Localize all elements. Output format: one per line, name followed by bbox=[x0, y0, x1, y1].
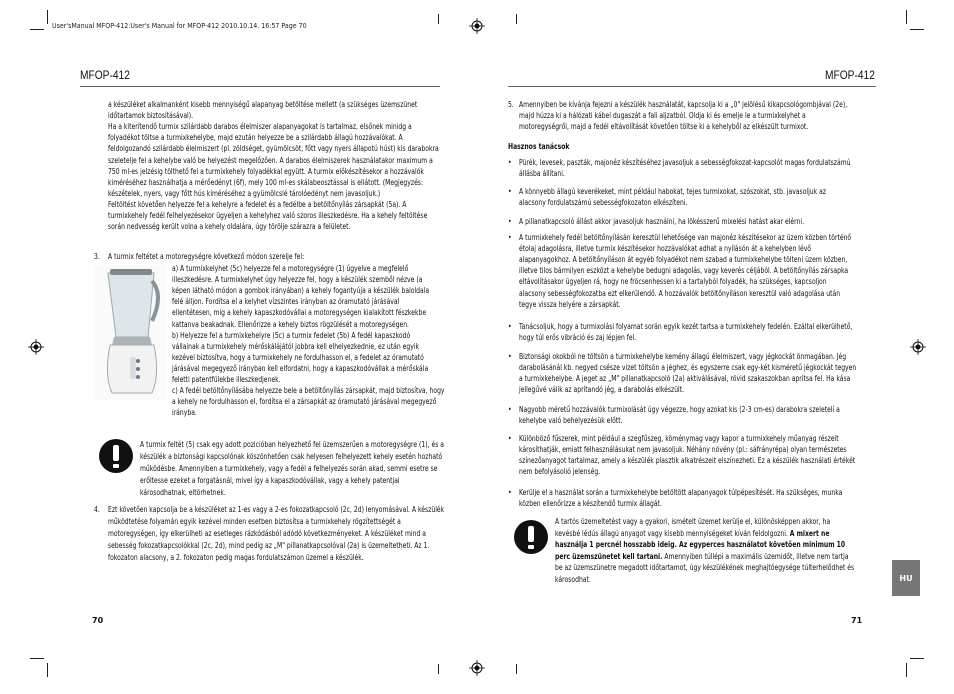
crop-mark bbox=[910, 658, 924, 659]
tips-heading: Hasznos tanácsok bbox=[508, 142, 570, 151]
tip-line: Nagyobb méretű hozzávalók turmixolását úgy végezze, hogy azokat kis (2-3 cm-es) darabokra szeletelí a bbox=[519, 405, 840, 414]
paragraph-line: a készüléket alkalmanként kisebb mennyiségű alapanyag betöltése mellett (a szükséges üzemszünet bbox=[108, 100, 418, 109]
item3-heading: A turmix feltétet a motoregységre következő módon szerelje fel: bbox=[108, 252, 305, 261]
paragraph-line: motoregységen, így elkerülheti az esetleges rázkódásból adódó következményeket. A készüléket mind a bbox=[108, 529, 426, 538]
bullet-icon: • bbox=[508, 217, 512, 226]
warning-line: működésbe. Amennyiben a turmixkehely, vagy a fedél a felhelyezés során akad, semmi esetre se bbox=[140, 464, 438, 473]
paragraph-line: feldolgozandó szilárdabb élelmiszert (pl. zöldséget, gyümölcsöt, főtt vagy nyers állapotú húst) kis darabokra bbox=[108, 144, 439, 154]
paragraph-line: Ha a kiterítendő turmix szilárdabb darabos élelmiszer alapanyagokat is tartalmaz, elsőnek minidg a bbox=[108, 122, 412, 132]
paragraph-line: működtetése folyamán egyik kezével minden esetben biztosítsa a turmixkehely rögzítettségét a bbox=[108, 517, 401, 526]
exclamation-warning-icon bbox=[514, 520, 548, 554]
right-page-title: MFOP-412 bbox=[825, 68, 875, 82]
step-line: kezével biztosítva, hogy a turmixkehely ne fordulhasson el, a fedelet az óramutató bbox=[172, 352, 424, 362]
tip-line: nem befolyásolió jelenség. bbox=[519, 467, 601, 477]
paragraph-line: készételek, nyers, vagy főtt hús kiméréséhez a gyümölcslé tárolóedényt nem javasoljuk.) bbox=[108, 188, 381, 198]
step-line: járásával megegyező irányban kell elfordatni, hogy a kapaszkodóvállak a mérőskála bbox=[172, 363, 429, 373]
tip-line: alapanyagokhoz. A betöltőnyíláson át egyéb folyadékot nem szabad a turmixkehelybe tölteni üzem közben, bbox=[519, 255, 848, 265]
crop-mark bbox=[30, 29, 44, 30]
bullet-icon: • bbox=[508, 352, 512, 361]
crosshair-registration-icon bbox=[469, 18, 485, 34]
tip-line: A pillanatkapcsoló állást akkor javasoljuk használni, ha lökésszerű mixelési hatást akar elérni. bbox=[519, 217, 804, 226]
tip-line: eltávolításakor ügyeljen rá, hogy ne fröcsenhessen ki a tartalyból folyadék, ha szükséges, kapcsoljon bbox=[519, 277, 827, 287]
exclamation-warning-icon bbox=[99, 439, 133, 473]
item5-number: 5. bbox=[508, 100, 514, 109]
step-line: kattanva beakadnak. Ellenőrizze a kehely biztos rögzülését a motoregységen. bbox=[172, 319, 409, 329]
tip-line: A könnyebb állagú keverékeket, mint például habokat, tejes turmixokat, szószokat, stb. javasoljuk az bbox=[519, 187, 827, 196]
paragraph-line: kiméréséhez használhatja a mérőedényt (6f), mely 100 ml-es skálabeosztással is ellátott. (Megjegyzés: bbox=[108, 177, 424, 187]
warning-bold-text: használja 1 percnél hosszabb ideig. Az egyperces használatot követően minimum 10 bbox=[555, 540, 846, 549]
left-page-number: 70 bbox=[92, 616, 104, 625]
bullet-icon: • bbox=[508, 158, 512, 167]
paragraph-line: fokozaton alacsony, a 2. fokozaton pedig magas fordulatszámon üzemel a készülék. bbox=[108, 553, 364, 562]
warning-line: károsodhatnak, eltörhetnek. bbox=[140, 488, 226, 497]
warning-text: kevésbé lédús állagú anyagot vagy kisebb mennyiségeket kíván feldolgozni. bbox=[555, 528, 790, 538]
bullet-icon: • bbox=[508, 405, 512, 414]
tip-line: Pürék, levesek, paszták, majonéz készítéséhez javasoljuk a sebességfokozat-kapcsolót magas fordulatszámú bbox=[519, 158, 851, 167]
step-line: b) Helyezze fel a turmixkehelyre (5c) a turmix fedelet (5b) A fedél kapaszkodó bbox=[172, 330, 411, 340]
tip-line: alacsony sebességfokozatba ezt elkerülendő. A hozzávalók betöltőnyíláson keresztül való adagolása után bbox=[519, 288, 841, 298]
tip-line: a turmixkehelybe. A jeget az „M" pillanatkapcsoló (2a) aktiválásával, rövid szakaszokban aprítsa fel. Ha kása bbox=[519, 374, 851, 384]
paragraph-line: sebesség fokozatkapcsolókkal (2c, 2d), mind pedig az „M" pillanatkapcsolóval (2a) is üzemeltetheti. Az 1. bbox=[108, 541, 430, 550]
crop-mark bbox=[906, 10, 907, 24]
paragraph-line: során nedvesség került volna a kehely oldalára, úgy törölje szárazra a felületet. bbox=[108, 222, 351, 232]
paragraph-line: Amennyiben be kívánja fejezni a készülék használatát, kapcsolja ki a „0" jelölésű kikapcsológombjával (2e), bbox=[519, 100, 848, 109]
left-title-rule bbox=[80, 86, 440, 87]
tip-line: illetve tilos bármilyen eszközt a kehelybe bedugni adagolás, vagy keverés céljából. A betöltőnyílás zársapka bbox=[519, 266, 849, 276]
print-header: User'sManual MFOP-412:User's Manual for MFOP-412 2010.10.14. 16:57 Page 70 bbox=[52, 22, 307, 30]
right-page-number: 71 bbox=[851, 616, 863, 625]
warning-line: erőltesse ezeket a forgatásnál, mivel így a kapaszkodóvállak, vagy a kehely patentjai bbox=[140, 476, 400, 485]
tip-line: jellegűvé válik az aprítandó jég, a darabolás elkészült. bbox=[519, 385, 685, 395]
item3-number: 3. bbox=[94, 252, 100, 261]
bullet-icon: • bbox=[508, 187, 512, 196]
tip-line: hogy túl erős vibráció és zaj lépjen fel. bbox=[519, 333, 637, 343]
blender-photo bbox=[94, 265, 166, 400]
crop-mark bbox=[438, 664, 439, 674]
language-tab: HU bbox=[892, 560, 920, 596]
crop-mark bbox=[516, 664, 517, 674]
paragraph-line: turmixkehely fedél felhelyezésekor ügyeljen a kehelyhez való szoros illeszkedésre. Ha a kehely feltöltése bbox=[108, 211, 428, 220]
crop-mark bbox=[47, 10, 48, 24]
item4-number: 4. bbox=[94, 505, 100, 514]
tip-line: színezőanyagot tartalmaz, amely a készülék plasztik alkatrészeit elszínezheti. Ez a készülék használati értékét bbox=[519, 456, 856, 466]
tip-line: károsíthatják, emiatt felhasználásukat nem javasoljuk. Néhány növény (pl.: sáfrányrépa) olyan természetes bbox=[519, 445, 847, 455]
bullet-icon: • bbox=[508, 488, 512, 497]
step-line: képen látható módon a gombok irányában) a kehely fogantyúja a készülék baloldala bbox=[172, 286, 430, 296]
paragraph-line: Ezt követően kapcsolja be a készüléket az 1-es vagy a 2-es fokozatkapcsoló (2c, 2d) lenyomásával. A készülék bbox=[108, 505, 445, 514]
warning-line bbox=[555, 551, 849, 562]
left-page-title: MFOP-412 bbox=[80, 68, 130, 82]
paragraph-line: Feltöltést követően helyezze fel a kehelyre a fedelet és a fedélbe a betöltőnyílás zársapkát (5a). A bbox=[108, 199, 407, 209]
warning-line bbox=[555, 562, 854, 573]
bullet-icon: • bbox=[508, 233, 512, 242]
paragraph-line: időtartamok biztosításával). bbox=[108, 111, 194, 121]
warning-bold-text: A mixert ne bbox=[789, 528, 830, 538]
step-line: c) A fedél betöltőnyílásába helyezze bele a betöltőnyílás zársapkát, majd biztosítva, hogy bbox=[172, 386, 445, 396]
step-line: felé álljon. Fordítsa el a kelyhet vízszintes irányban az óramutató járásával bbox=[172, 297, 400, 307]
paragraph-line: motoregységről, majd a fedél eltávolítását követően töltse ki a kehelyből az elkészült turmixot. bbox=[519, 122, 809, 132]
tip-line: tegye vissza helyére a zársapkát. bbox=[519, 299, 621, 309]
tip-line: Tanácsoljuk, hogy a turmixolási folyamat során egyik kezét tartsa a turmixkehely fedelén. Ezáltal elkerülhető, bbox=[519, 322, 853, 331]
crop-mark bbox=[516, 14, 517, 24]
tip-line: kehelybe való behelyezésük előtt. bbox=[519, 416, 623, 426]
warning-line: A turmix feltét (5) csak egy adott pozicióban helyezhető fel üzemszerűen a motoregységre (1), és a bbox=[140, 440, 445, 449]
warning-bold-text: perc üzemszünetet kell tartani. bbox=[555, 551, 663, 561]
step-line: vállainak a turmixkehely mérőskálájától jobbra kell elhelyezkednie, ez után egyik bbox=[172, 341, 420, 351]
crosshair-registration-icon bbox=[910, 339, 926, 355]
tip-line: Különböző fűszerek, mint például a szegfűszeg, köménymag vagy kapor a turmixkehely műanyag részeit bbox=[519, 434, 839, 443]
warning-line: készülék a biztonsági kapcsolónak köszönhetően csak helyesen felhelyezett kehely esetén hozható bbox=[140, 452, 443, 461]
crop-mark bbox=[438, 14, 439, 24]
warning-line bbox=[555, 539, 845, 550]
crop-mark bbox=[906, 663, 907, 677]
warning-line bbox=[555, 528, 830, 539]
bullet-icon: • bbox=[508, 434, 512, 443]
paragraph-line: folyadékot töltse a turmixkehelybe, majd ezután helyezze be a szilárdabb állagú hozzávalókat. A bbox=[108, 133, 403, 143]
step-line: a) A turmixkelyhet (5c) helyezze fel a motoregységre (1) úgyelve a megfelelő bbox=[172, 264, 409, 273]
paragraph-line: szeletelje fel a kehelybe való be helyezést megelőzően. A darabos élelmiszerek használatakor maximum a bbox=[108, 155, 433, 165]
tip-line: A turmixkehely fedél betöltőnyílásán keresztül lehetősége van majonéz készítésekor az üzem közben történő bbox=[519, 233, 852, 242]
tip-line: darabolásánál kb. negyed csésze vizet töltsön a jéghez, és egyszerre csak egy-két kisméretű jégkockát tegyen bbox=[519, 363, 857, 373]
warning-text: be az üzemszünetre megadott időtartamot, úgy készülékének meghajtóegysége túlterhelődhet és bbox=[555, 563, 855, 572]
paragraph-line: 750 ml-es jelzésig tölthető fel a turmixkehely folyadékkal együtt. A turmix előkészítésekor a hozzávalók bbox=[108, 166, 424, 176]
crosshair-registration-icon bbox=[28, 339, 44, 355]
step-line: illeszkedésre. A turmixkelyhet úgy helyezze fel, hogy a készülék szemből nézve (a bbox=[172, 275, 423, 285]
warning-line bbox=[555, 516, 830, 527]
warning-text: A tartós üzemeltetést vagy a gyakori, ismételt üzemet kerülje el, különösképpen akkor, ha bbox=[555, 517, 831, 526]
tip-line: alacsony fordulatszámú sebességfokozaton elkészíteni. bbox=[519, 198, 688, 208]
tip-line: Biztonsági okokból ne töltsön a turmixkehelybe kemény állagú élelmiszert, vagy jégkockát önmagában. Jég bbox=[519, 352, 847, 361]
crop-mark bbox=[910, 29, 924, 30]
warning-line bbox=[555, 574, 591, 585]
bullet-icon: • bbox=[508, 322, 512, 331]
right-title-rule bbox=[508, 86, 876, 87]
tip-line: állásba állítani. bbox=[519, 169, 565, 179]
paragraph-line: majd húzza ki a hálózati kábel dugaszát a fali aljzatból. Oldja ki és emelje le a turmixkelyhet a bbox=[519, 111, 806, 121]
warning-text: károsodhat. bbox=[555, 574, 591, 584]
warning-text: Amennyiben túllépi a maximális üzemidőt, illetve nem tartja bbox=[662, 551, 849, 561]
step-line: irányba. bbox=[172, 408, 197, 418]
step-line: feletti patentfülekbe illeszkedjenek. bbox=[172, 375, 281, 384]
tip-line: Kerülje el a használat során a turmixkehelybe betöltött alapanyagok túlpépesítését. Ha szükséges, munka bbox=[519, 488, 843, 497]
crop-mark bbox=[30, 658, 44, 659]
step-line: a kehely ne fordulhasson el, fordítsa el a zársapkát az óramutató járásával megegyező bbox=[172, 397, 437, 407]
step-line: ellentétesen, mig a kehely kapaszkodóvállai a motoregységen kialakított fészkekbe bbox=[172, 308, 427, 318]
crosshair-registration-icon bbox=[469, 660, 485, 676]
tip-line: étolaj adagolásra, illetve turmix készítésekor hozzávalókat adhat a nyílásón át a kehelyben lévő bbox=[519, 244, 812, 254]
tip-line: közben ellenőrizze a készítendő turmix állagát. bbox=[519, 499, 662, 509]
crop-mark bbox=[47, 663, 48, 677]
